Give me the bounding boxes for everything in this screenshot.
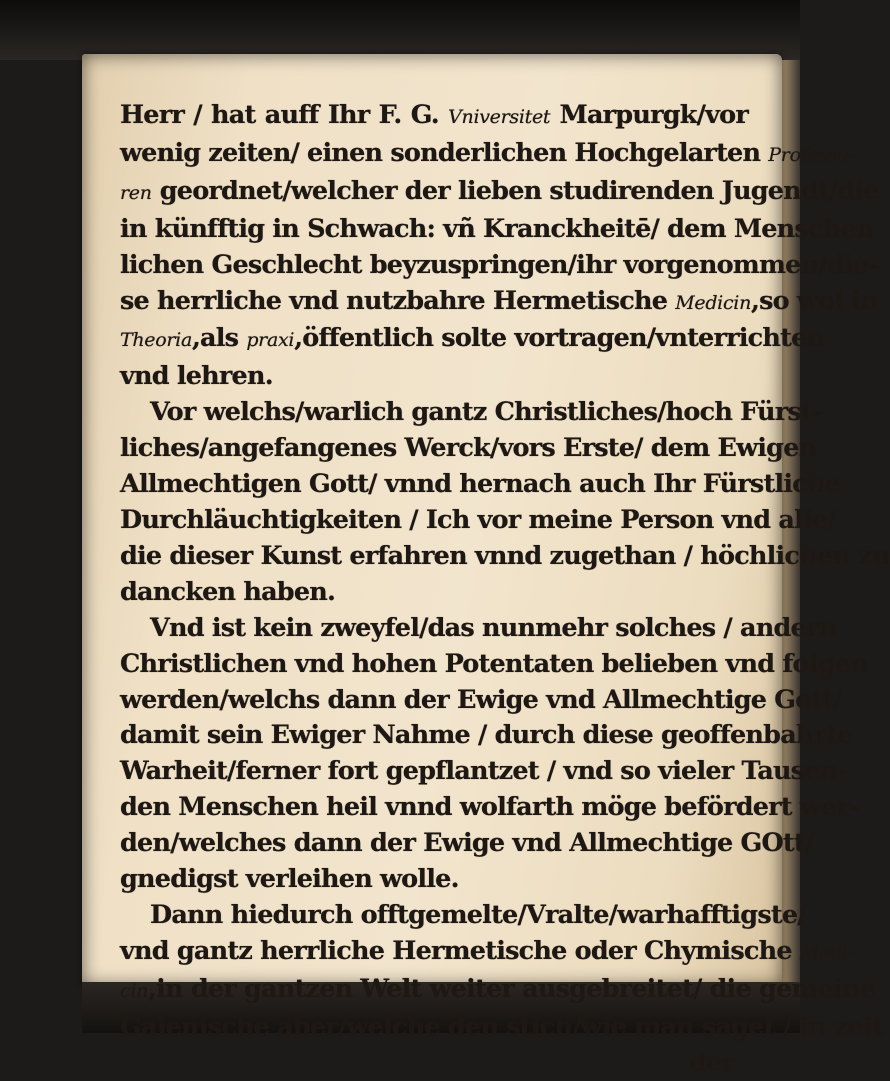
text-run: liches/angefangenes Werck/vors Erste/ dem Ewigen [120, 433, 817, 464]
latin-word: Medi- [799, 941, 854, 964]
text-run: Vnd ist kein zweyfel/das nunmehr solches / andern [150, 612, 837, 643]
text-line [120, 790, 859, 826]
latin-word: cin [120, 979, 149, 1002]
text-run: ,öffentlich solte vortragen/vnterrichten [294, 323, 825, 354]
latin-word: Vniversitet [448, 106, 551, 128]
text-line [120, 503, 836, 539]
text-line [120, 174, 879, 212]
text-run: Allmechtigen Gott/ vnnd hernach auch Ihr Fürstliche [120, 469, 841, 500]
text-run: lichen Geschlecht beyzuspringen/ihr vorgenommen/die- [120, 249, 878, 280]
text-run: den Menschen heil vnnd wolfarth möge befördert wer- [120, 792, 859, 823]
latin-word: ren [120, 181, 152, 204]
text-run: se herrliche vnd nutzbahre Hermetische [120, 285, 676, 316]
text-run: Galenische aber/welche den stich/wie man saget / in zeit [120, 1011, 883, 1042]
text-run: Herr / hat auff Ihr F. G. [120, 100, 449, 130]
paragraph-start-line [120, 611, 837, 647]
text-line [120, 862, 748, 898]
scan-background-top [0, 0, 800, 60]
text-run: vnd gantz herrliche Hermetische oder Chymische [120, 935, 800, 966]
paragraph-start-line [120, 395, 822, 431]
text-run: geordnet/welcher der lieben studirenden Jugendt/die [151, 175, 879, 206]
catchword: der [688, 1047, 734, 1078]
page-text [120, 98, 890, 1081]
text-line [120, 826, 814, 862]
latin-word: Medicin [675, 291, 752, 314]
latin-word: praxi [246, 329, 295, 352]
text-run: ,in der gantzen Welt weiter ausgebreitet/ die gemeine [148, 973, 876, 1004]
text-line [120, 284, 878, 322]
text-line [120, 321, 825, 359]
text-line [120, 934, 854, 972]
text-line [120, 248, 878, 284]
paragraph-start-line [120, 898, 806, 934]
text-run: Warheit/ferner fort gepflantzet / vnd so vieler Tausen- [120, 756, 848, 787]
text-line [120, 136, 855, 174]
text-line [120, 754, 848, 790]
text-run: wenig zeiten/ einen sonderlichen Hochgelarten [120, 137, 769, 168]
latin-word: Professo- [768, 143, 855, 166]
text-line [120, 359, 748, 395]
text-run: die dieser Kunst erfahren vnnd zugethan / höchlichen zu [120, 540, 890, 571]
text-run: den/welches dann der Ewige vnd Allmechtige GOtt/ [120, 828, 814, 859]
text-line [120, 1010, 883, 1046]
text-run: Marpurgk/vor [550, 100, 748, 130]
text-line [120, 972, 876, 1010]
text-line [120, 647, 868, 683]
text-run: Vor welchs/warlich gantz Christliches/hoch Fürst- [150, 397, 822, 428]
latin-word: Theoria [120, 329, 192, 352]
text-run: dancken haben. [120, 576, 336, 607]
text-line [120, 539, 890, 575]
text-run: damit sein Ewiger Nahme / durch diese geoffenbahrte [120, 720, 853, 751]
text-line [120, 683, 842, 719]
text-line [120, 575, 748, 611]
text-line [120, 718, 853, 754]
text-line [120, 98, 748, 136]
text-line [120, 212, 874, 248]
text-run: vnd lehren. [120, 361, 273, 392]
text-run: Durchläuchtigkeiten / Ich vor meine Person vnd alle/ [120, 504, 836, 535]
text-run: in künfftig in Schwach: vñ Kranckheitē/ dem Menschen [120, 213, 874, 244]
text-line [120, 431, 817, 467]
text-run: Christlichen vnd hohen Potentaten belieben vnd folgen [120, 648, 868, 679]
text-line [120, 467, 841, 503]
text-run: gnedigst verleihen wolle. [120, 864, 459, 895]
text-run: Dann hiedurch offtgemelte/Vralte/warhafftigste/ [150, 899, 806, 930]
text-run: werden/welchs dann der Ewige vnd Allmechtige Gott/ [120, 684, 842, 715]
text-run: ,als [191, 323, 247, 354]
text-run: ,so wol in [751, 285, 878, 316]
